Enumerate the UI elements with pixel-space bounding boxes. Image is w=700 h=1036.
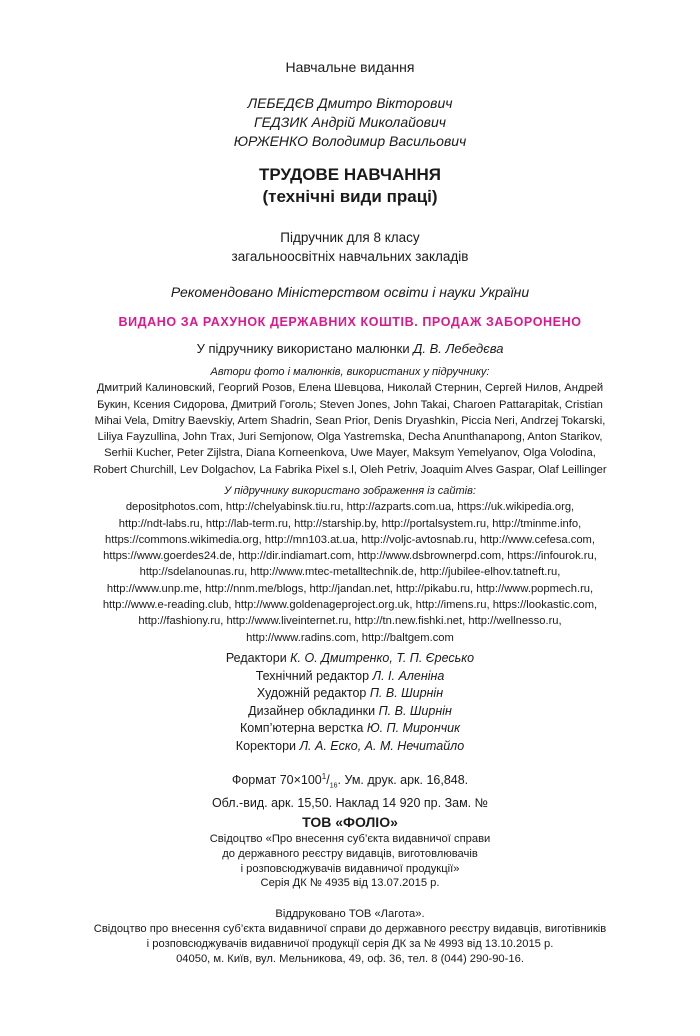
printer-line: Віддруковано ТОВ «Лагота». [275, 908, 425, 920]
photo-authors-line: Дмитрий Калиновский, Георгий Розов, Елена Шевцова, Николай Стернин, Сергей Нилов, Андрей [96, 382, 604, 395]
author-line [0, 132, 700, 151]
illustrations-author: Д. В. Лебедєва [413, 341, 504, 356]
photo-authors-line: Букин, Ксения Сидорова, Дмитрий Гоголь; Steven Jones, John Takai, Charoen Pattarapitak, Cristian [97, 398, 603, 411]
author-name: Андрій Миколайович [311, 114, 447, 130]
title-subtitle: (технічні види праці) [262, 187, 438, 206]
editor-role: Технічний редактор [255, 668, 370, 683]
author-line [0, 94, 700, 113]
photo-authors-line: Mihai Vela, Dmitry Baevskiy, Artem Shadrin, Sean Prior, Denis Dryashkin, Piccia Neri, Andrzej Tokarski, [94, 414, 606, 427]
editor-names: Л. І. Аленіна [372, 668, 445, 683]
purpose-line: Підручник для 8 класу [280, 230, 420, 245]
photo-authors-line: Robert Churchill, Lev Dolgachov, La Fabrika Pixel s.l, Oleh Petriv, Joaquim Alves Gaspar, Olaf Leillinger [93, 463, 607, 476]
editor-role: Коректори [235, 738, 296, 753]
editor-role: Редактори [225, 651, 287, 665]
book-title [0, 164, 700, 208]
edition-type: Навчальне видання [285, 59, 415, 75]
image-sources-line: http://www.radins.com, http://baltgem.com [246, 631, 454, 644]
image-sources-line: http://www.unp.me, http://nnm.me/blogs, http://jandan.net, http://pikabu.ru, http://www.popmech.ru, [106, 582, 594, 595]
editor-role: Художній редактор [256, 686, 367, 700]
editor-names: П. В. Ширнін [378, 703, 452, 718]
editor-role: Комп’ютерна верстка [239, 721, 364, 735]
image-sources-line: http://fashiony.ru, http://www.liveinternet.ru, http://tn.new.fishki.net, http://wellnesso.ru, [138, 615, 562, 628]
state-funded-notice: ВИДАНО ЗА РАХУНОК ДЕРЖАВНИХ КОШТІВ. ПРОДАЖ ЗАБОРОНЕНО [118, 315, 582, 329]
image-sources-line: https://www.goerdes24.de, http://dir.indiamart.com, http://www.dsbrownerpd.com, https://infourok.ru, [103, 550, 597, 563]
image-sources-line: https://commons.wikimedia.org, http://mn103.at.ua, http://voljc-avtosnab.ru, http://www.cefesa.com, [105, 533, 595, 546]
editor-role: Дизайнер обкладинки [248, 703, 376, 718]
image-sources-line: depositphotos.com, http://chelyabinsk.tiu.ru, http://azparts.com.ua, https://uk.wikipedia.org, [125, 501, 575, 514]
author-line [0, 113, 700, 132]
format-fraction-slash: / [326, 773, 330, 788]
image-sources-line: http://www.e-reading.club, http://www.goldenageproject.org.uk, http://imens.ru, https://lookastic.com, [102, 599, 598, 612]
title-main: ТРУДОВЕ НАВЧАННЯ [258, 165, 442, 184]
certificate-line: Серія ДК № 4935 від 13.07.2015 р. [260, 877, 440, 890]
image-sources-heading: У підручнику використано зображення із сайтів: [224, 485, 476, 497]
editor-line [0, 650, 700, 668]
editor-names: Л. А. Еско, А. М. Нечитайло [299, 738, 465, 753]
format-fraction-num: 1 [321, 772, 327, 781]
certificate-line: до державного реєстру видавців, виготовлювачів [222, 847, 478, 860]
author-surname: ЛЕБЕДЄВ [247, 95, 314, 111]
photo-authors-line: Liliya Fayzullina, John Trax, Juri Semjonow, Olga Yastremska, Decha Anunthanapong, Anton Starikov, [97, 431, 603, 444]
editor-names: Ю. П. Мирончик [366, 721, 461, 735]
photo-authors-line: Serhii Kucher, Peter Zijlstra, Diana Korneenkova, Uwe Mayer, Maksym Yemelyanov, Olga Volodina, [104, 447, 596, 460]
author-name: Дмитро Вікторович [317, 95, 453, 111]
editor-names: К. О. Дмитренко, Т. П. Єресько [290, 651, 475, 665]
printer-line: Свідоцтво про внесення суб’єкта видавничої справи до державного реєстру видавців, виготівників [93, 923, 607, 935]
printer-line: і розповсюджувачів видавничої продукції серія ДК за № 4993 від 13.10.2015 р. [146, 938, 554, 950]
image-sources-block [0, 483, 700, 646]
publisher-certificate [0, 832, 700, 891]
authors-block [0, 94, 700, 151]
editor-line [0, 720, 700, 738]
editor-line [0, 738, 700, 756]
image-sources-line: http://ndt-labs.ru, http://lab-term.ru, http://starship.by, http://portalsystem.ru, http://tminme.info, [118, 517, 582, 530]
publisher-name: ТОВ «ФОЛІО» [302, 814, 398, 830]
illustrations-prefix: У підручнику використано малюнки [196, 341, 410, 356]
illustrations-credit [0, 341, 700, 356]
photo-authors-block [0, 364, 700, 478]
editor-line [0, 703, 700, 721]
image-sources-line: http://sdelanounas.ru, http://www.mtec-metalltechnik.de, http://jubilee-elhov.tatneft.ru, [139, 566, 561, 579]
printer-info [0, 907, 700, 967]
format-line-1 [0, 768, 700, 795]
format-rest: . Ум. друк. арк. 16,848. [337, 773, 469, 788]
photo-authors-heading: Автори фото і малюнків, використаних у підручнику: [210, 366, 490, 378]
editorial-staff [0, 650, 700, 755]
printer-line: 04050, м. Київ, вул. Мельникова, 49, оф. 36, тел. 8 (044) 290-90-16. [176, 953, 524, 965]
format-line-2: Обл.-вид. арк. 15,50. Наклад 14 920 пр. Зам. № [211, 796, 489, 811]
format-fraction-den: 16 [329, 782, 338, 790]
print-format [0, 768, 700, 813]
purpose-line: загальноосвітніх навчальних закладів [231, 249, 469, 264]
editor-names: П. В. Ширнін [369, 686, 444, 700]
editor-line [0, 668, 700, 686]
author-name: Володимир Васильович [311, 133, 467, 149]
format-prefix: Формат 70×100 [231, 773, 322, 788]
recommendation: Рекомендовано Міністерством освіти і науки України [170, 284, 530, 300]
certificate-line: і розповсюджувачів видавничої продукції» [240, 862, 460, 875]
book-purpose [0, 228, 700, 266]
certificate-line: Свідоцтво «Про внесення суб’єкта видавничої справи [209, 833, 491, 845]
editor-line [0, 685, 700, 703]
author-surname: ГЕДЗИК [253, 114, 308, 130]
author-surname: ЮРЖЕНКО [233, 133, 309, 149]
